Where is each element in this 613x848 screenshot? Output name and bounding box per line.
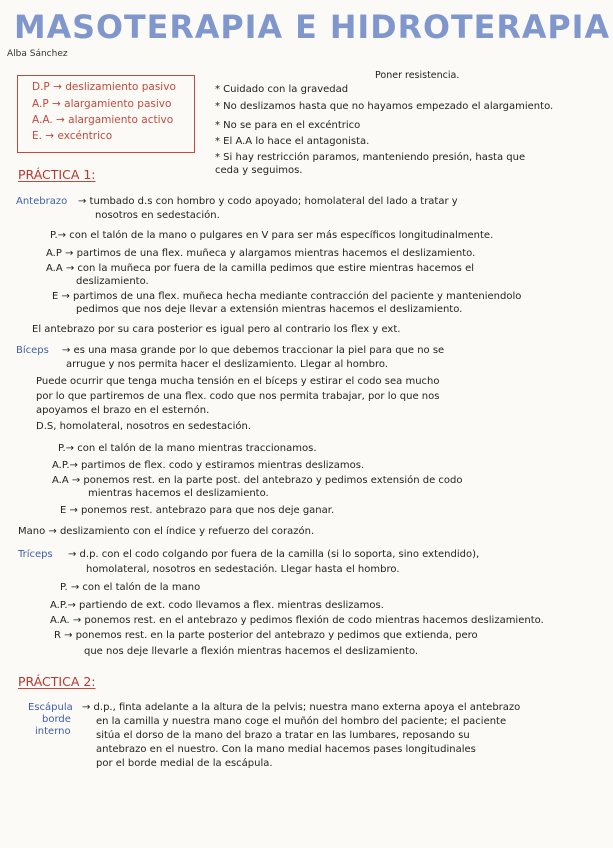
text-line: A.P → partimos de una flex. muñeca y alargamos mientras hacemos el deslizamiento. [46, 248, 476, 259]
text-line: pedimos que nos deje llevar a extensión mientras hacemos el deslizamiento. [76, 304, 463, 315]
text-line: por lo que partiremos de una flex. codo que nos permita trabajar, por lo que nos [36, 391, 440, 402]
text-line: → es una masa grande por lo que debemos traccionar la piel para que no se [62, 345, 445, 356]
note-item: * No deslizamos hasta que no hayamos empezado el alargamiento. [215, 101, 554, 112]
section-heading-practica-1: PRÁCTICA 1: [18, 167, 96, 182]
text-line: A.A → ponemos rest. en la parte post. del antebrazo y pedimos extensión de codo [52, 475, 463, 486]
legend-item: D.P → deslizamiento pasivo [32, 81, 176, 93]
text-line: A.A. → ponemos rest. en el antebrazo y pedimos flexión de codo mientras hacemos deslizamiento. [50, 615, 544, 626]
text-line: P.→ con el talón de la mano o pulgares en V para ser más específicos longitudinalmente. [50, 230, 494, 241]
legend-item: A.A. → alargamiento activo [32, 114, 174, 126]
topic-label-biceps: Bíceps [16, 345, 49, 356]
text-line: E → partimos de una flex. muñeca hecha mediante contracción del paciente y manteniendolo [52, 291, 522, 302]
note-item: * Si hay restricción paramos, manteniendo presión, hasta que [215, 152, 526, 163]
text-line: que nos deje llevarle a flexión mientras hacemos el deslizamiento. [84, 646, 419, 657]
topic-label-triceps: Tríceps [18, 549, 53, 560]
legend-item: E. → excéntrico [32, 130, 113, 142]
note-item: * El A.A lo hace el antagonista. [215, 136, 370, 147]
text-line: P.→ con el talón de la mano mientras traccionamos. [58, 443, 317, 454]
section-heading-practica-2: PRÁCTICA 2: [18, 674, 96, 689]
note-item: * No se para en el excéntrico [215, 120, 361, 131]
text-line: → tumbado d.s con hombro y codo apoyado; homolateral del lado a tratar y [78, 196, 458, 207]
text-line: sitúa el dorso de la mano del brazo a tratar en las lumbares, reposando su [96, 730, 470, 741]
text-line: arrugue y nos permita hacer el deslizamiento. Llegar al hombro. [66, 359, 388, 370]
text-line: nosotros en sedestación. [95, 210, 220, 221]
topic-label-escapula: interno [35, 726, 71, 737]
text-line: Puede ocurrir que tenga mucha tensión en el bíceps y estirar el codo sea mucho [36, 376, 440, 387]
text-line: R → ponemos rest. en la parte posterior del antebrazo y pedimos que extienda, pero [54, 630, 478, 641]
text-line: El antebrazo por su cara posterior es igual pero al contrario los flex y ext. [32, 324, 401, 335]
text-line: homolateral, nosotros en sedestación. Llegar hasta el hombro. [86, 564, 400, 575]
text-line: E → ponemos rest. antebrazo para que nos deje ganar. [60, 505, 335, 516]
text-line: A.A → con la muñeca por fuera de la camilla pedimos que estire mientras hacemos el [46, 263, 474, 274]
text-line: P. → con el talón de la mano [60, 582, 201, 593]
abbreviation-legend [17, 75, 195, 153]
topic-label-antebrazo: Antebrazo [16, 196, 68, 207]
text-line: A.P.→ partimos de flex. codo y estiramos mientras deslizamos. [52, 460, 365, 471]
note-item: ceda y seguimos. [215, 165, 303, 176]
topic-label-escapula: borde [42, 714, 71, 725]
text-line: antebrazo en el nuestro. Con la mano medial hacemos pases longitudinales [96, 744, 476, 755]
author-name: Alba Sánchez [7, 49, 68, 59]
text-line: mientras hacemos el deslizamiento. [88, 488, 269, 499]
text-line: en la camilla y nuestra mano coge el muñón del hombro del paciente; el paciente [96, 716, 507, 727]
text-line: A.P.→ partiendo de ext. codo llevamos a flex. mientras deslizamos. [50, 600, 384, 611]
text-line-mano: Mano → deslizamiento con el índice y refuerzo del corazón. [18, 526, 315, 537]
text-line: por el borde medial de la escápula. [96, 758, 273, 769]
text-line: D.S, homolateral, nosotros en sedestación. [36, 421, 252, 432]
text-line: → d.p., finta adelante a la altura de la pelvis; nuestra mano externa apoya el antebrazo [82, 702, 521, 713]
note-item: * Cuidado con la gravedad [215, 84, 349, 95]
legend-item: A.P → alargamiento pasivo [32, 98, 172, 110]
note-annotation: Poner resistencia. [375, 70, 460, 81]
text-line: deslizamiento. [76, 276, 149, 287]
topic-label-escapula: Escápula [28, 702, 73, 713]
text-line: apoyamos el brazo en el esternón. [36, 405, 210, 416]
page-title: MASOTERAPIA E HIDROTERAPIA [14, 10, 611, 46]
text-line: → d.p. con el codo colgando por fuera de la camilla (si lo soporta, sino extendido), [68, 549, 480, 560]
